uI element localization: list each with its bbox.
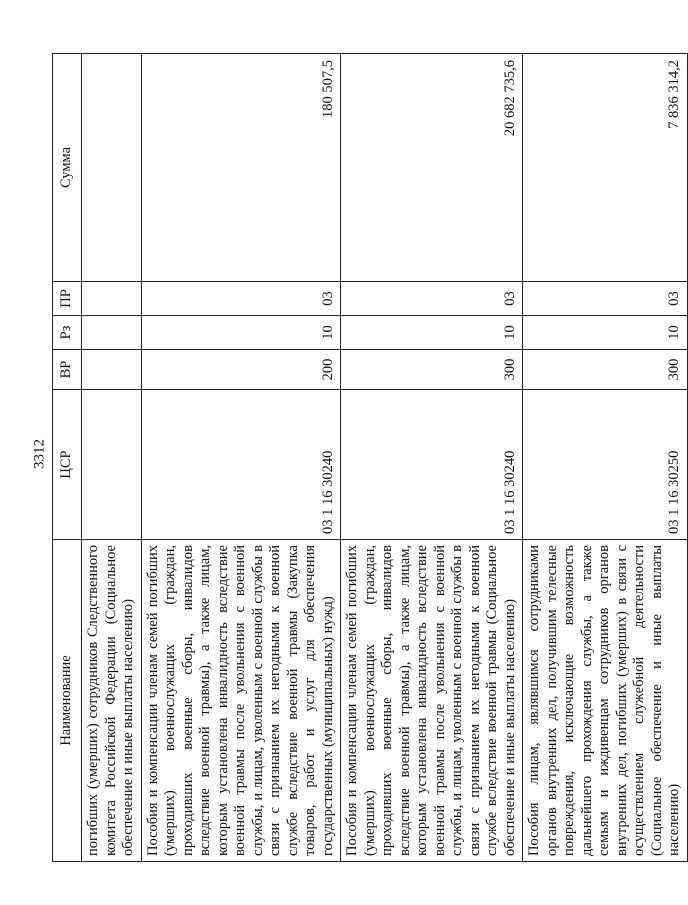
header-sum: Сумма xyxy=(53,54,82,282)
row-vr: 300 xyxy=(341,350,523,390)
row-vr xyxy=(82,350,142,390)
row-rz: 10 xyxy=(523,316,688,350)
row-vr: 200 xyxy=(141,350,341,390)
row-csr: 03 1 16 30250 xyxy=(523,390,688,540)
header-rz: Рз xyxy=(53,316,82,350)
row-csr: 03 1 16 30240 xyxy=(341,390,523,540)
table-row xyxy=(141,54,341,862)
budget-table xyxy=(52,53,688,862)
header-csr: ЦСР xyxy=(53,390,82,540)
row-sum xyxy=(82,54,142,282)
row-csr: 03 1 16 30240 xyxy=(141,390,341,540)
row-sum: 20 682 735,6 xyxy=(341,54,523,282)
row-name: Пособия и компенсации членам семей погибших (умерших) военнослужащих (граждан, проходивших военные сборы, инвалидов вследствие военной травмы), а также лицам, которым установлена инвалидность вследствие военной травмы после увольнения с военной службы, и лицам, уволенным с военной службы в связи с признанием их негодными к военной службе вследствие военной травмы (Закупка товаров, работ и услуг для обеспечения государственных (муниципальных) нужд) xyxy=(141,540,341,862)
row-csr xyxy=(82,390,142,540)
row-pr: 03 xyxy=(341,282,523,316)
page-number: 3312 xyxy=(31,439,48,469)
row-name: Пособия и компенсации членам семей погибших (умерших) военнослужащих (граждан, проходивших военные сборы, инвалидов вследствие военной травмы), а также лицам, которым установлена инвалидность вследствие военной травмы после увольнения с военной службы, и лицам, уволенным с военной службы в связи с признанием их негодными к военной службе вследствие военной травмы (Социальное обеспечение и иные выплаты населению) xyxy=(341,540,523,862)
table-header-row xyxy=(53,54,82,862)
table-row xyxy=(82,54,142,862)
table-row xyxy=(341,54,523,862)
header-pr: ПР xyxy=(53,282,82,316)
header-name: Наименование xyxy=(53,540,82,862)
row-sum: 7 836 314,2 xyxy=(523,54,688,282)
budget-table-sheet xyxy=(52,54,682,862)
row-rz xyxy=(82,316,142,350)
row-rz: 10 xyxy=(141,316,341,350)
row-pr: 03 xyxy=(141,282,341,316)
row-name: Пособия лицам, являвшимся сотрудниками органов внутренних дел, получившим телесные повреждения, исключающие возможность дальнейшего прохождения службы, а также семьям и иждивенцам сотрудников органов внутренних дел, погибших (умерших) в связи с осуществлением служебной деятельности (Социальное обеспечение и иные выплаты населению) xyxy=(523,540,688,862)
row-pr xyxy=(82,282,142,316)
header-vr: ВР xyxy=(53,350,82,390)
row-vr: 300 xyxy=(523,350,688,390)
row-sum: 180 507,5 xyxy=(141,54,341,282)
row-pr: 03 xyxy=(523,282,688,316)
table-row xyxy=(523,54,688,862)
row-name: погибших (умерших) сотрудников Следственного комитета Российской Федерации (Социальное обеспечение и иные выплаты населению) xyxy=(82,540,142,862)
row-rz: 10 xyxy=(341,316,523,350)
